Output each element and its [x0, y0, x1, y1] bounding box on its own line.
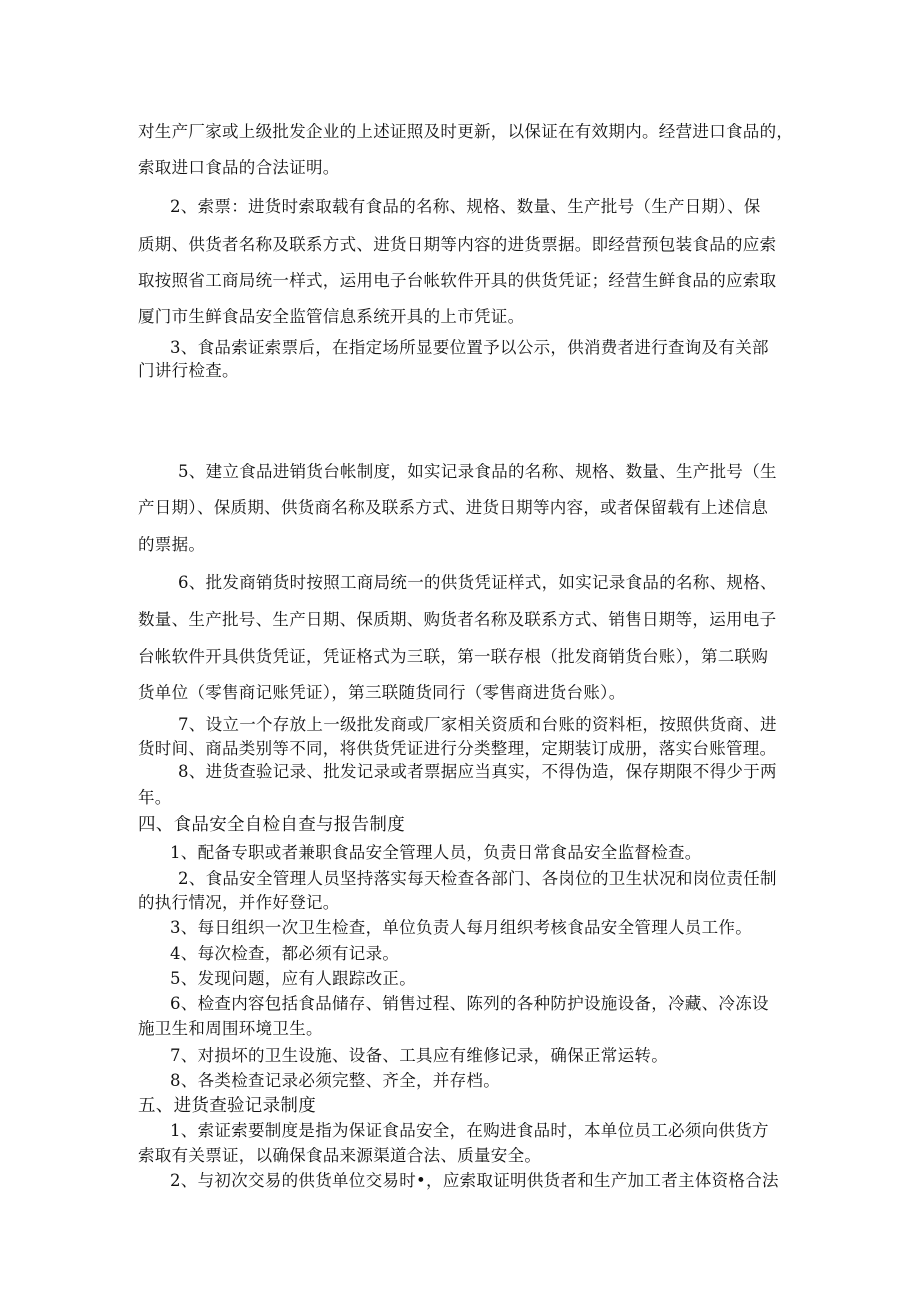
text-line: 的票据。: [138, 535, 206, 554]
text-line: 6、检查内容包括食品储存、销售过程、陈列的各种防护设施设备，冷藏、冷冻设: [170, 994, 769, 1013]
text-line: 5、建立食品进销货台帐制度，如实记录食品的名称、规格、数量、生产批号（生: [178, 462, 777, 481]
text-line: 门讲行检查。: [138, 361, 239, 380]
text-line: 产日期）、保质期、供货商名称及联系方式、进货日期等内容，或者保留载有上述信息: [138, 498, 769, 517]
text-line: 7、设立一个存放上一级批发商或厂家相关资质和台账的资料柜，按照供货商、进: [178, 715, 777, 734]
text-line: 索取有关票证，以确保食品来源渠道合法、质量安全。: [138, 1146, 542, 1165]
text-line: 8、进货查验记录、批发记录或者票据应当真实，不得伪造，保存期限不得少于两: [178, 762, 777, 781]
text-line: 厦门市生鲜食品安全监管信息系统开具的上市凭证。: [138, 307, 525, 326]
text-line: 1、配备专职或者兼职食品安全管理人员，负责日常食品安全监督检查。: [170, 843, 702, 862]
text-line: 5、发现问题，应有人跟踪改正。: [170, 969, 416, 988]
text-line: 1、索证索要制度是指为保证食品安全，在购进食品时，本单位员工必须向供货方: [170, 1121, 769, 1140]
text-line: 质期、供货者名称及联系方式、进货日期等内容的进货票据。即经营预包装食品的应索: [138, 235, 777, 254]
text-line: 2、索票：进货时索取载有食品的名称、规格、数量、生产批号（生产日期）、保: [170, 197, 761, 216]
text-line: 取按照省工商局统一样式，运用电子台帐软件开具的供货凭证；经营生鲜食品的应索取: [138, 271, 777, 290]
text-line: 年。: [138, 788, 172, 807]
text-line: 索取进口食品的合法证明。: [138, 158, 340, 177]
text-line: 3、食品索证索票后，在指定场所显要位置予以公示，供消费者进行查询及有关部: [170, 338, 769, 357]
text-line: 施卫生和周围环境卫生。: [138, 1019, 323, 1038]
text-line: 的执行情况，并作好登记。: [138, 893, 340, 912]
text-line: 6、批发商销货时按照工商局统一的供货凭证样式，如实记录食品的名称、规格、: [178, 573, 777, 592]
text-line: 货单位（零售商记账凭证），第三联随货同行（零售商进货台账）。: [138, 683, 626, 702]
section-heading: 五、进货查验记录制度: [138, 1096, 316, 1116]
text-line: 货时间、商品类别等不同，将供货凭证进行分类整理，定期装订成册，落实台账管理。: [138, 739, 777, 758]
text-line: 2、食品安全管理人员坚持落实每天检查各部门、各岗位的卫生状况和岗位责任制: [178, 869, 777, 888]
text-line: 7、对损坏的卫生设施、设备、工具应有维修记录，确保正常运转。: [170, 1046, 668, 1065]
section-heading: 四、食品安全自检自查与报告制度: [138, 815, 405, 835]
text-line: 数量、生产批号、生产日期、保质期、购货者名称及联系方式、销售日期等，运用电子: [138, 610, 777, 629]
text-line: 对生产厂家或上级批发企业的上述证照及时更新，以保证在有效期内。经营进口食品的，: [138, 122, 794, 141]
text-line: 3、每日组织一次卫生检查，单位负责人每月组织考核食品安全管理人员工作。: [170, 918, 752, 937]
text-line: 4、每次检查，都必须有记录。: [170, 944, 400, 963]
text-line: 2、与初次交易的供货单位交易时•，应索取证明供货者和生产加工者主体资格合法: [170, 1171, 779, 1190]
text-line: 8、各类检查记录必须完整、齐全，并存档。: [170, 1071, 500, 1090]
text-line: 台帐软件开具供货凭证，凭证格式为三联，第一联存根（批发商销货台账），第二联购: [138, 647, 769, 666]
